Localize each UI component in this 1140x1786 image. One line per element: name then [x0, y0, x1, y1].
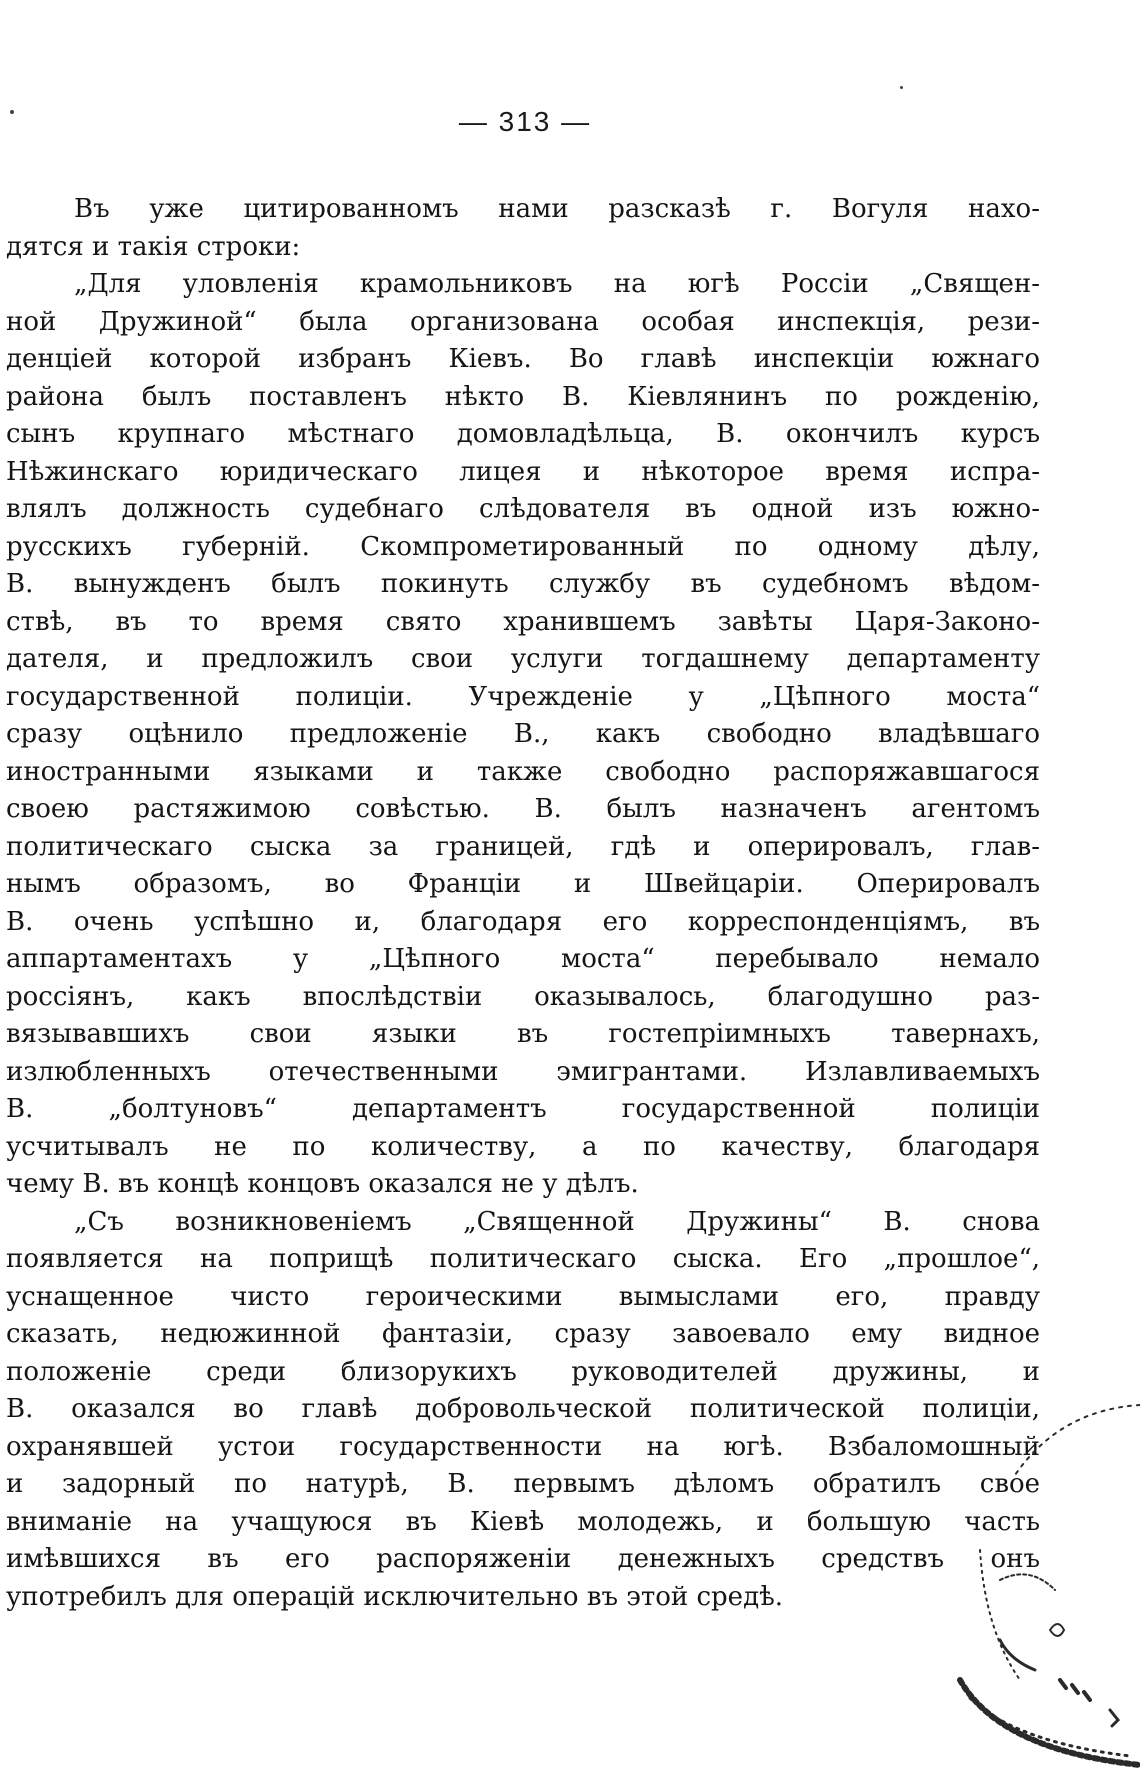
- text-line: русскихъ губерній. Скомпрометированный по одному дѣлу,: [6, 531, 1040, 562]
- text-line: и задорный по натурѣ, В. первымъ дѣломъ обратилъ свое: [6, 1469, 1040, 1499]
- text-line: уснащенное чисто героическими вымыслами его, правду: [6, 1281, 1040, 1312]
- text-line: аппартаментахъ у „Цѣпного моста“ перебывало немало: [6, 944, 1040, 974]
- text-line: сынъ крупнаго мѣстнаго домовладѣльца, В. окончилъ курсъ: [6, 419, 1040, 449]
- text-line: охранявшей устои государственности на югѣ. Взбаломошный: [6, 1431, 1040, 1462]
- text-line: „Для уловленія крамольниковъ на югѣ Россіи „Священ-: [74, 269, 1040, 299]
- text-line: Нѣжинскаго юридическаго лицея и нѣкоторое время испра-: [6, 456, 1040, 487]
- body-text: [6, 191, 1040, 1616]
- text-line: В. оказался во главѣ добровольческой политической полиціи,: [6, 1394, 1040, 1424]
- text-line: государственной полиціи. Учрежденіе у „Цѣпного моста“: [6, 681, 1040, 712]
- text-line: денціей которой избранъ Кіевъ. Во главѣ инспекціи южнаго: [6, 344, 1040, 374]
- text-line: сказать, недюжинной фантазіи, сразу завоевало ему видное: [6, 1319, 1040, 1349]
- text-line: имѣвшихся въ его распоряженіи денежныхъ средствъ онъ: [6, 1544, 1040, 1574]
- text-line: влялъ должность судебнаго слѣдователя въ одной изъ южно-: [6, 494, 1040, 524]
- text-line: иностранными языками и также свободно распоряжавшагося: [6, 756, 1040, 787]
- text-line: района былъ поставленъ нѣкто В. Кіевлянинъ по рожденію,: [6, 381, 1040, 412]
- page-number: — 313 —: [458, 106, 592, 137]
- text-line: В. „болтуновъ“ департаментъ государственной полиціи: [6, 1094, 1040, 1124]
- text-line: политическаго сыска за границей, гдѣ и оперировалъ, глав-: [6, 831, 1040, 862]
- text-line: усчитывалъ не по количеству, а по качеству, благодаря: [6, 1131, 1040, 1162]
- text-line: В. вынужденъ былъ покинуть службу въ судебномъ вѣдом-: [6, 569, 1040, 599]
- text-line: Въ уже цитированномъ нами разсказѣ г. Вогуля нахо-: [74, 194, 1040, 224]
- text-line: излюбленныхъ отечественными эмигрантами. Излавливаемыхъ: [6, 1056, 1040, 1087]
- text-line: сразу оцѣнило предложеніе В., какъ свободно владѣвшаго: [6, 719, 1040, 749]
- text-line: появляется на поприщѣ политическаго сыска. Его „прошлое“,: [6, 1244, 1040, 1274]
- text-line: В. очень успѣшно и, благодаря его корреспонденціямъ, въ: [6, 906, 1040, 937]
- text-line: вниманіе на учащуюся въ Кіевѣ молодежь, и большую часть: [6, 1506, 1040, 1537]
- text-line: чему В. въ концѣ концовъ оказался не у дѣлъ.: [6, 1169, 639, 1199]
- text-line: нымъ образомъ, во Франціи и Швейцаріи. Оперировалъ: [6, 869, 1040, 899]
- text-line: вязывавшихъ свои языки въ гостепріимныхъ тавернахъ,: [6, 1019, 1040, 1049]
- text-line: дателя, и предложилъ свои услуги тогдашнему департаменту: [6, 644, 1040, 674]
- text-line: россіянъ, какъ впослѣдствіи оказывалось, благодушно раз-: [6, 981, 1040, 1012]
- text-line: ной Дружиной“ была организована особая инспекція, рези-: [6, 306, 1040, 337]
- text-line: своею растяжимою совѣстью. В. былъ назначенъ агентомъ: [6, 794, 1040, 824]
- text-line: дятся и такія строки:: [6, 231, 301, 262]
- text-line: положеніе среди близорукихъ руководителей дружины, и: [6, 1356, 1040, 1387]
- text-line: употребилъ для операцій исключительно въ этой средѣ.: [6, 1581, 784, 1612]
- text-line: ствѣ, въ то время свято хранившемъ завѣты Царя-Законо-: [6, 606, 1040, 637]
- text-line: „Съ возникновеніемъ „Священной Дружины“ В. снова: [74, 1206, 1040, 1237]
- ink-speck: [900, 86, 903, 89]
